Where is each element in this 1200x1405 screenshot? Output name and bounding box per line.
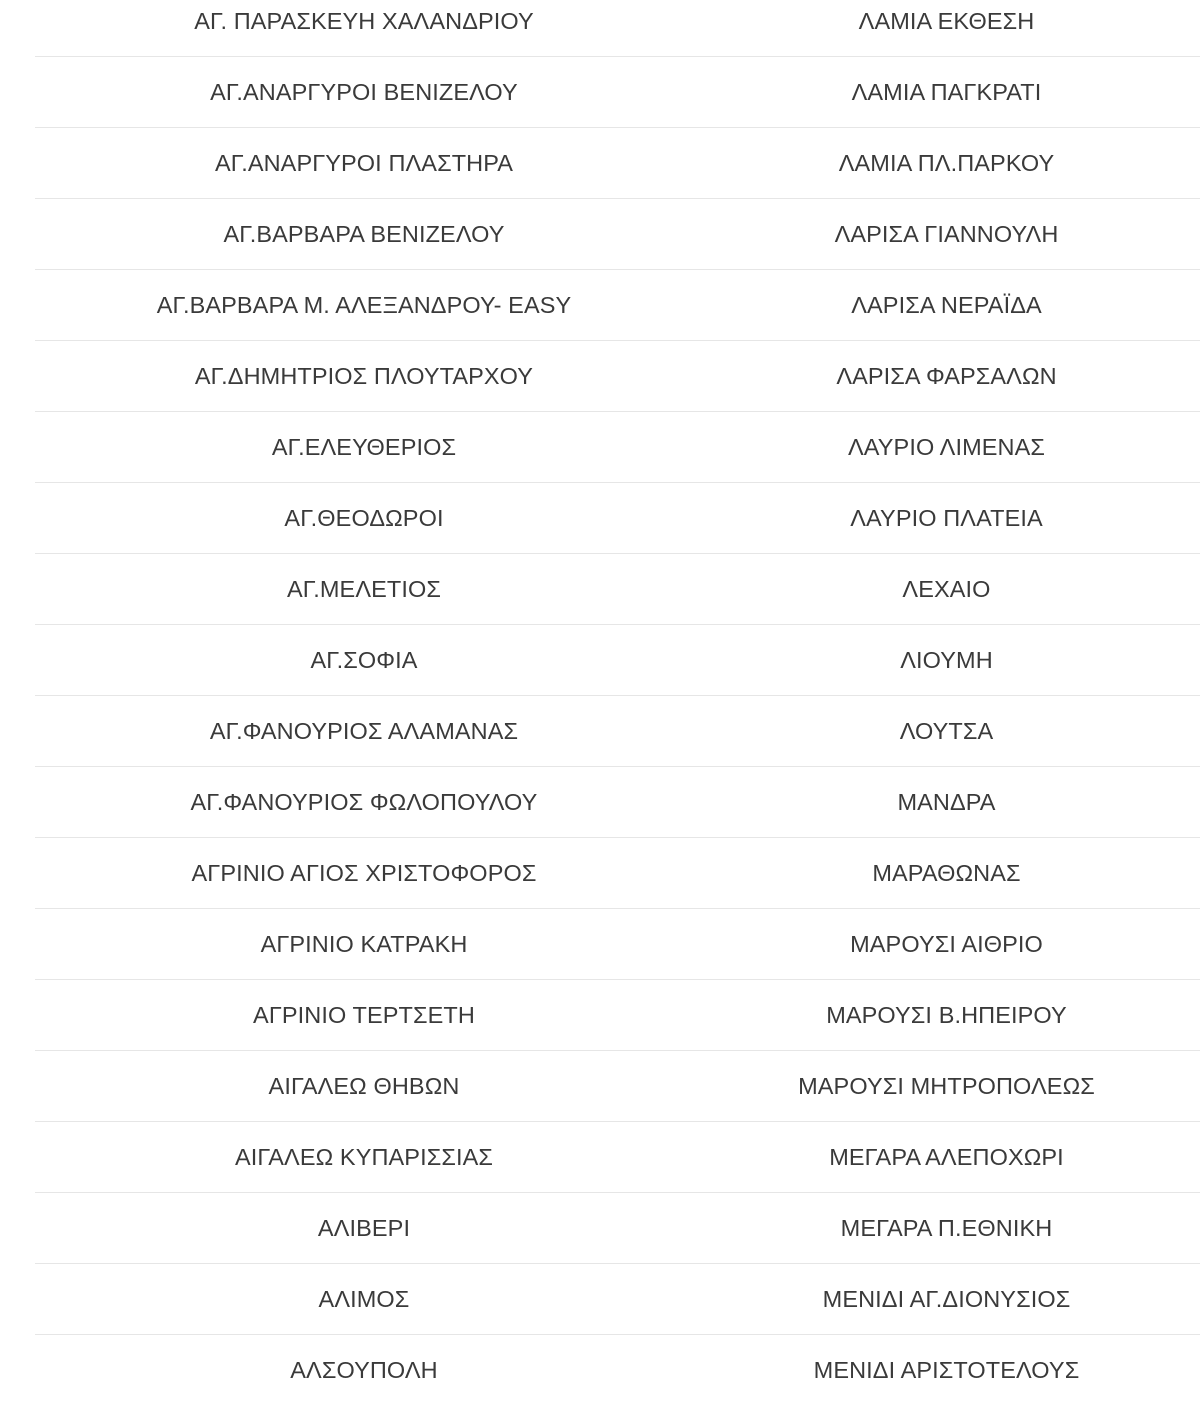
table-row [35,199,1200,270]
table-row [35,625,1200,696]
table-row [35,412,1200,483]
table-row [35,1264,1200,1335]
store-name-left: ΑΛΣΟΥΠΟΛΗ [35,1335,693,1405]
store-name-right: ΜΑΡΟΥΣΙ Β.ΗΠΕΙΡΟΥ [693,980,1200,1051]
stores-table-body [35,0,1200,1405]
store-name-left: ΑΓ.ΑΝΑΡΓΥΡΟΙ ΠΛΑΣΤΗΡΑ [35,128,693,199]
store-name-right: ΛΑΥΡΙΟ ΛΙΜΕΝΑΣ [693,412,1200,483]
store-name-left: ΑΓΡΙΝΙΟ ΤΕΡΤΣΕΤΗ [35,980,693,1051]
table-row [35,1335,1200,1405]
store-name-left: ΑΓ.ΦΑΝΟΥΡΙΟΣ ΦΩΛΟΠΟΥΛΟΥ [35,767,693,838]
store-name-left: ΑΓ.ΕΛΕΥΘΕΡΙΟΣ [35,412,693,483]
store-name-left: ΑΓ.ΦΑΝΟΥΡΙΟΣ ΑΛΑΜΑΝΑΣ [35,696,693,767]
store-name-right: ΛΑΡΙΣΑ ΓΙΑΝΝΟΥΛΗ [693,199,1200,270]
table-row [35,767,1200,838]
store-name-left: ΑΓΡΙΝΙΟ ΚΑΤΡΑΚΗ [35,909,693,980]
store-name-right: ΛΙΟΥΜΗ [693,625,1200,696]
table-row [35,341,1200,412]
store-name-right: ΛΑΥΡΙΟ ΠΛΑΤΕΙΑ [693,483,1200,554]
store-name-left: ΑΛΙΒΕΡΙ [35,1193,693,1264]
table-row [35,1122,1200,1193]
store-name-left: ΑΓ. ΠΑΡΑΣΚΕΥΗ ΧΑΛΑΝΔΡΙΟΥ [35,0,693,57]
store-name-right: ΜΕΓΑΡΑ Π.ΕΘΝΙΚΗ [693,1193,1200,1264]
store-name-right: ΜΑΡΟΥΣΙ ΜΗΤΡΟΠΟΛΕΩΣ [693,1051,1200,1122]
store-name-left: ΑΓ.ΣΟΦΙΑ [35,625,693,696]
table-row [35,128,1200,199]
table-row [35,909,1200,980]
table-row [35,696,1200,767]
store-name-right: ΜΑΡΟΥΣΙ ΑΙΘΡΙΟ [693,909,1200,980]
store-name-left: ΑΓΡΙΝΙΟ ΑΓΙΟΣ ΧΡΙΣΤΟΦΟΡΟΣ [35,838,693,909]
stores-table [35,0,1200,1405]
table-row [35,1193,1200,1264]
store-name-right: ΛΑΜΙΑ ΕΚΘΕΣΗ [693,0,1200,57]
store-name-left: ΑΓ.ΘΕΟΔΩΡΟΙ [35,483,693,554]
store-name-right: ΛΑΡΙΣΑ ΦΑΡΣΑΛΩΝ [693,341,1200,412]
table-row [35,57,1200,128]
store-name-right: ΜΕΓΑΡΑ ΑΛΕΠΟΧΩΡΙ [693,1122,1200,1193]
store-name-right: ΜΕΝΙΔΙ ΑΓ.ΔΙΟΝΥΣΙΟΣ [693,1264,1200,1335]
store-name-left: ΑΓ.ΔΗΜΗΤΡΙΟΣ ΠΛΟΥΤΑΡΧΟΥ [35,341,693,412]
table-row [35,838,1200,909]
store-name-left: ΑΙΓΑΛΕΩ ΘΗΒΩΝ [35,1051,693,1122]
store-name-right: ΛΕΧΑΙΟ [693,554,1200,625]
store-name-right: ΛΑΡΙΣΑ ΝΕΡΑΪΔΑ [693,270,1200,341]
store-name-left: ΑΓ.ΒΑΡΒΑΡΑ Μ. ΑΛΕΞΑΝΔΡΟΥ- EASY [35,270,693,341]
store-name-left: ΑΓ.ΑΝΑΡΓΥΡΟΙ ΒΕΝΙΖΕΛΟΥ [35,57,693,128]
store-name-right: ΛΟΥΤΣΑ [693,696,1200,767]
store-name-left: ΑΙΓΑΛΕΩ ΚΥΠΑΡΙΣΣΙΑΣ [35,1122,693,1193]
table-row [35,1051,1200,1122]
store-name-right: ΜΑΝΔΡΑ [693,767,1200,838]
store-name-left: ΑΓ.ΒΑΡΒΑΡΑ ΒΕΝΙΖΕΛΟΥ [35,199,693,270]
table-row [35,554,1200,625]
store-name-right: ΛΑΜΙΑ ΠΛ.ΠΑΡΚΟΥ [693,128,1200,199]
table-row [35,270,1200,341]
table-row [35,483,1200,554]
store-name-right: ΜΕΝΙΔΙ ΑΡΙΣΤΟΤΕΛΟΥΣ [693,1335,1200,1405]
store-name-left: ΑΓ.ΜΕΛΕΤΙΟΣ [35,554,693,625]
table-row [35,0,1200,57]
store-name-left: ΑΛΙΜΟΣ [35,1264,693,1335]
store-name-right: ΛΑΜΙΑ ΠΑΓΚΡΑΤΙ [693,57,1200,128]
table-row [35,980,1200,1051]
store-name-right: ΜΑΡΑΘΩΝΑΣ [693,838,1200,909]
